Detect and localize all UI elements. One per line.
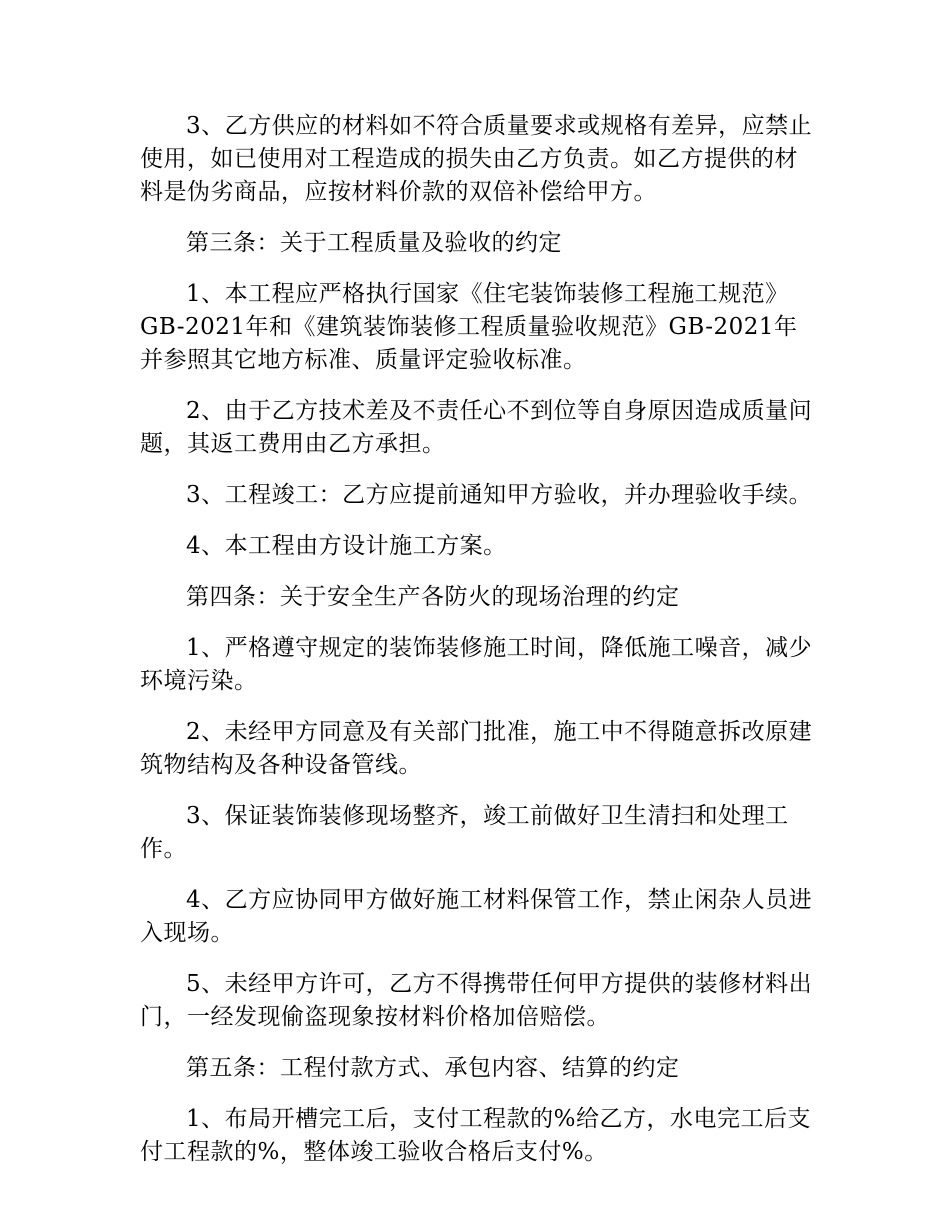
paragraph-standards: 1、本工程应严格执行国家《住宅装饰装修工程施工规范》GB-2021年和《建筑装饰装修工程质量验收规范》GB-2021年并参照其它地方标准、质量评定验收标准。 — [140, 281, 798, 373]
paragraph-storage: 4、乙方应协同甲方做好施工材料保管工作，禁止闲杂人员进入现场。 — [140, 887, 813, 946]
paragraph-material-quality: 3、乙方供应的材料如不符合质量要求或规格有差异，应禁止使用，如已使用对工程造成的损失由乙方负责。如乙方提供的材料是伪劣商品，应按材料价款的双倍补偿给甲方。 — [140, 113, 813, 205]
section-heading-article-5: 第五条：工程付款方式、承包内容、结算的约定 — [186, 1055, 680, 1081]
paragraph-completion: 3、工程竣工：乙方应提前通知甲方验收，并办理验收手续。 — [186, 482, 813, 508]
paragraph-cleaning: 3、保证装饰装修现场整齐，竣工前做好卫生清扫和处理工作。 — [140, 803, 789, 862]
section-heading-article-3: 第三条：关于工程质量及验收的约定 — [186, 230, 562, 256]
section-heading-article-4: 第四条：关于安全生产各防火的现场治理的约定 — [186, 584, 680, 610]
paragraph-noise: 1、严格遵守规定的装饰装修施工时间，降低施工噪音，减少环境污染。 — [140, 635, 813, 694]
paragraph-structure: 2、未经甲方同意及有关部门批准，施工中不得随意拆改原建筑物结构及各种设备管线。 — [140, 719, 813, 778]
paragraph-rework: 2、由于乙方技术差及不责任心不到位等自身原因造成质量问题，其返工费用由乙方承担。 — [140, 398, 813, 457]
paragraph-design: 4、本工程由方设计施工方案。 — [186, 533, 507, 559]
paragraph-theft: 5、未经甲方许可，乙方不得携带任何甲方提供的装修材料出门，一经发现偷盗现象按材料价格加倍赔偿。 — [140, 971, 813, 1030]
document-page — [140, 110, 815, 1187]
paragraph-payment: 1、布局开槽完工后，支付工程款的%给乙方，水电完工后支付工程款的%，整体竣工验收合格后支付%。 — [140, 1106, 811, 1165]
